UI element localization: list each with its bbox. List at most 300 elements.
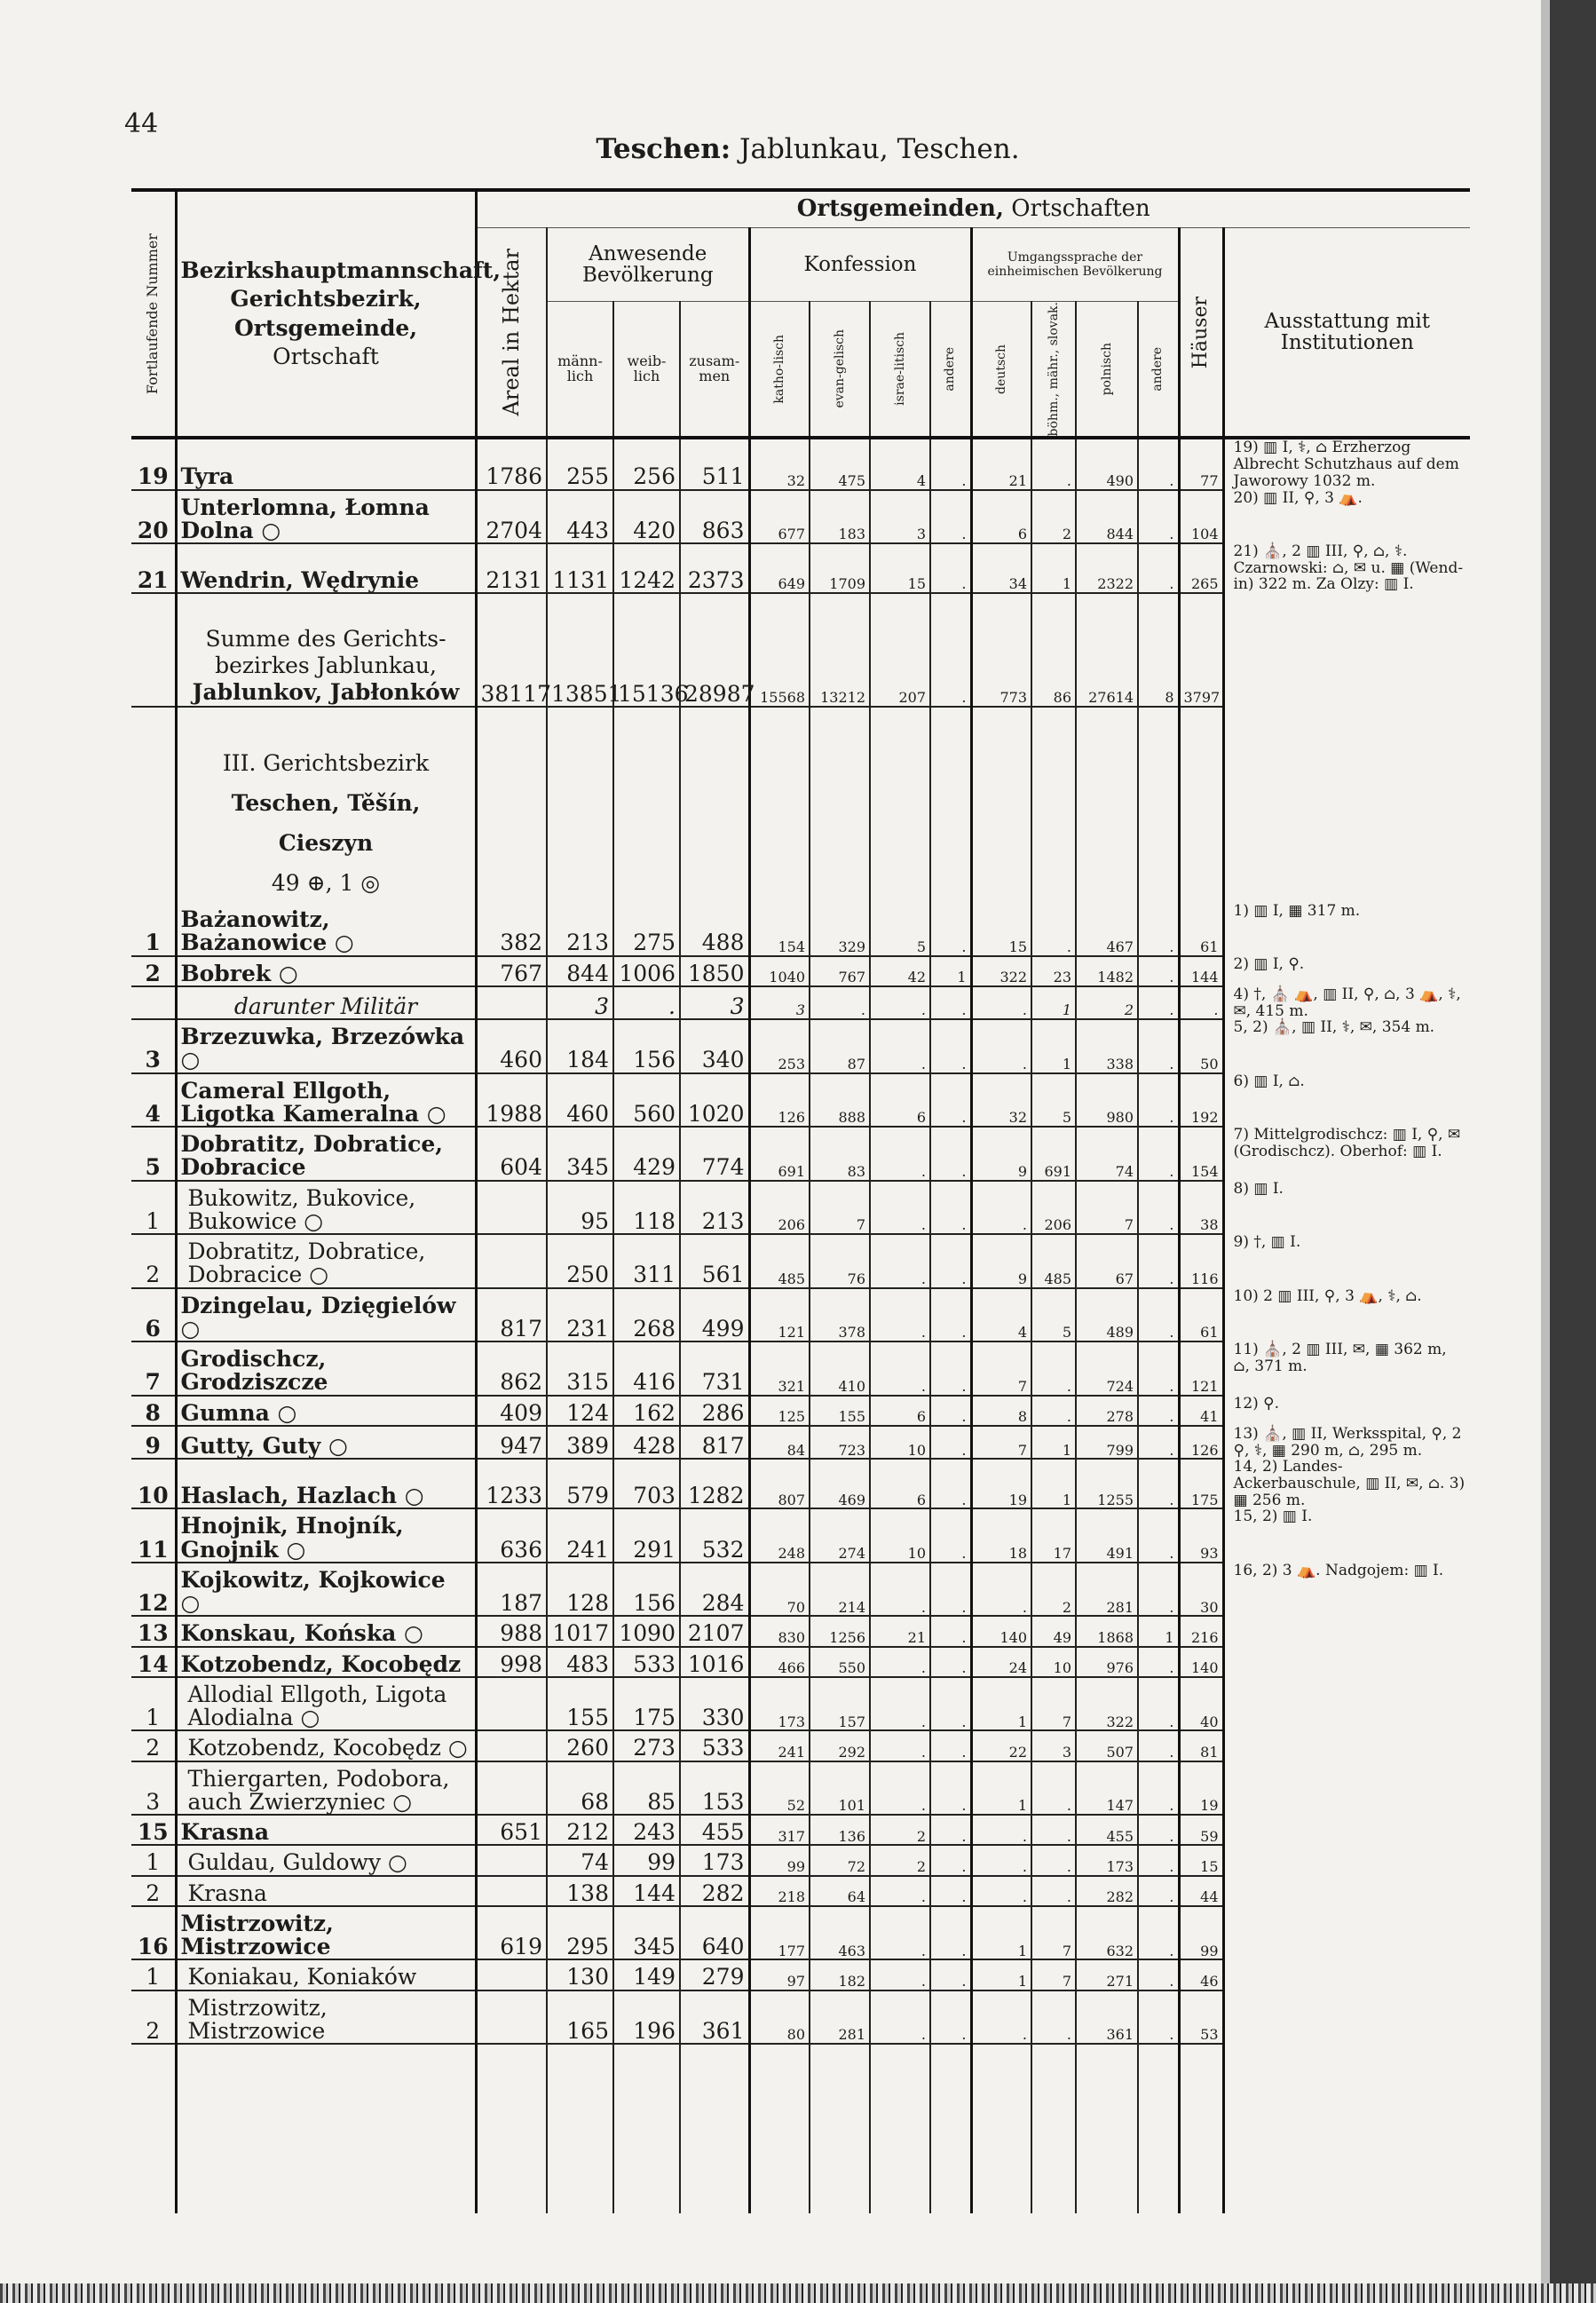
other-conf-cell: . [930, 1459, 971, 1508]
female-cell: 118 [613, 1181, 680, 1235]
israelite-cell: 6 [870, 1073, 930, 1128]
evangelic-cell: 183 [810, 490, 870, 544]
sum-houses: 3797 [1179, 593, 1223, 707]
catholic-cell: 649 [749, 543, 810, 593]
female-cell: 311 [613, 1234, 680, 1288]
total-cell: 330 [680, 1677, 749, 1731]
confession-header: Konfession [749, 228, 971, 302]
table-row [131, 1341, 1470, 1396]
table-row [131, 1677, 1470, 1731]
lfd-cell: 2 [131, 1876, 176, 1906]
israelite-cell: . [870, 1990, 930, 2045]
other-lang-cell: . [1138, 1876, 1179, 1906]
institutions-cell: 11) ⛪, 2 ▥ III, ✉, ▦ 362 m, ⌂, 371 m. [1223, 1341, 1470, 1396]
catholic-cell: 121 [749, 1288, 810, 1342]
table-body-teschen [131, 903, 1470, 2044]
catholic-cell: 830 [749, 1616, 810, 1646]
evangelic-cell: 157 [810, 1677, 870, 1731]
israelite-cell: 6 [870, 1459, 930, 1508]
male-cell: 165 [547, 1990, 613, 2045]
lfd-cell: 16 [131, 1906, 176, 1960]
area-cell [476, 1990, 547, 2045]
other-conf-cell: . [930, 1815, 971, 1845]
evangelic-cell: 378 [810, 1288, 870, 1342]
german-cell: . [971, 1876, 1031, 1906]
area-cell [476, 1234, 547, 1288]
german-cell: 22 [971, 1730, 1031, 1761]
female-cell: 533 [613, 1647, 680, 1677]
total-cell: 2373 [680, 543, 749, 593]
scan-shadow [1541, 0, 1550, 2303]
czech-cell: 5 [1031, 1288, 1076, 1342]
evangelic-cell: 723 [810, 1426, 870, 1459]
other-conf-cell: . [930, 1396, 971, 1426]
lfd-cell: 2 [131, 1730, 176, 1761]
place-name-cell: Unterlomna, Łomna Dolna ○ [176, 490, 476, 544]
catholic-cell: 97 [749, 1959, 810, 1990]
other-lang-cell: . [1138, 1426, 1179, 1459]
israelite-cell: 6 [870, 1396, 930, 1426]
houses-cell: 61 [1179, 1288, 1223, 1342]
area-cell [476, 1959, 547, 1990]
other-lang-cell: . [1138, 1906, 1179, 1960]
table-row [131, 1906, 1470, 1960]
institutions-cell: 12) ⚲. [1223, 1396, 1470, 1426]
other-conf-cell: . [930, 1616, 971, 1646]
german-cell: 24 [971, 1647, 1031, 1677]
czech-cell: . [1031, 1341, 1076, 1396]
institutions-cell [1223, 1959, 1470, 1990]
area-cell: 187 [476, 1563, 547, 1617]
area-cell: 619 [476, 1906, 547, 1960]
table-row [131, 1127, 1470, 1181]
table-row [131, 1845, 1470, 1875]
total-cell: 3 [680, 986, 749, 1019]
area-cell: 651 [476, 1815, 547, 1845]
place-name-cell: Gumna ○ [176, 1396, 476, 1426]
houses-cell: 30 [1179, 1563, 1223, 1617]
area-cell: 382 [476, 903, 547, 956]
place-name-cell: Guldau, Guldowy ○ [176, 1845, 476, 1875]
houses-cell: 44 [1179, 1876, 1223, 1906]
male-cell: 3 [547, 986, 613, 1019]
male-cell: 68 [547, 1761, 613, 1816]
total-cell: 499 [680, 1288, 749, 1342]
male-cell: 255 [547, 438, 613, 489]
german-cell: . [971, 1845, 1031, 1875]
czech-cell: 206 [1031, 1181, 1076, 1235]
institutions-cell: 21) ⛪, 2 ▥ III, ⚲, ⌂, ⚕. Czarnowski: ⌂, ✉ u. ▦ (Wend-in) 322 m. Za Olzy: ▥ I. [1223, 543, 1470, 593]
female-cell: 345 [613, 1906, 680, 1960]
houses-cell: 40 [1179, 1677, 1223, 1731]
other-lang-cell: . [1138, 956, 1179, 986]
female-cell: 1090 [613, 1616, 680, 1646]
german-cell: . [971, 1815, 1031, 1845]
running-title [533, 133, 1083, 165]
male-cell: 95 [547, 1181, 613, 1235]
scan-bottom-edge [0, 2283, 1596, 2303]
czech-cell: 7 [1031, 1677, 1076, 1731]
lfd-cell: 1 [131, 1959, 176, 1990]
male-cell: 260 [547, 1730, 613, 1761]
male-cell: 231 [547, 1288, 613, 1342]
evangelic-cell: 64 [810, 1876, 870, 1906]
other-conf-cell: . [930, 1426, 971, 1459]
israelite-cell: . [870, 1563, 930, 1617]
institutions-cell [1223, 1906, 1470, 1960]
area-cell: 1988 [476, 1073, 547, 1128]
catholic-cell: 70 [749, 1563, 810, 1617]
place-name-cell: Kojkowitz, Kojkowice ○ [176, 1563, 476, 1617]
female-cell: 243 [613, 1815, 680, 1845]
other-conf-cell: . [930, 1508, 971, 1563]
lfd-cell: 14 [131, 1647, 176, 1677]
german-cell: 19 [971, 1459, 1031, 1508]
lfd-cell: 13 [131, 1616, 176, 1646]
israelite-cell: 4 [870, 438, 930, 489]
institutions-cell: 7) Mittelgrodischcz: ▥ I, ⚲, ✉ (Grodischcz). Oberhof: ▥ I. [1223, 1127, 1470, 1181]
female-cell: 560 [613, 1073, 680, 1128]
female-cell: 416 [613, 1341, 680, 1396]
czech-cell: . [1031, 1815, 1076, 1845]
catholic-cell: 126 [749, 1073, 810, 1128]
houses-cell: 81 [1179, 1730, 1223, 1761]
catholic-header: katho-lisch [749, 302, 810, 439]
institutions-cell: 5, 2) ⛪, ▥ II, ⚕, ✉, 354 m. [1223, 1019, 1470, 1073]
female-cell: 420 [613, 490, 680, 544]
lfd-cell: 3 [131, 1019, 176, 1073]
table-row [131, 1508, 1470, 1563]
sum-czech: 86 [1031, 593, 1076, 707]
area-cell: 460 [476, 1019, 547, 1073]
houses-cell: 53 [1179, 1990, 1223, 2045]
total-cell: 731 [680, 1341, 749, 1396]
houses-cell: 61 [1179, 903, 1223, 956]
other-lang-cell: . [1138, 1019, 1179, 1073]
catholic-cell: 807 [749, 1459, 810, 1508]
german-cell: . [971, 1019, 1031, 1073]
evangelic-cell: 101 [810, 1761, 870, 1816]
other-conf-cell: . [930, 903, 971, 956]
other-lang-cell: . [1138, 1288, 1179, 1342]
german-cell: 34 [971, 543, 1031, 593]
place-name-cell: Kotzobendz, Kocobędz [176, 1647, 476, 1677]
female-cell: 149 [613, 1959, 680, 1990]
table-row [131, 1815, 1470, 1845]
czech-cell: 485 [1031, 1234, 1076, 1288]
german-cell: 18 [971, 1508, 1031, 1563]
institutions-cell: 16, 2) 3 ⛺. Nadgojem: ▥ I. [1223, 1563, 1470, 1617]
other-lang-cell: . [1138, 1396, 1179, 1426]
area-cell: 604 [476, 1127, 547, 1181]
table-row [131, 903, 1470, 956]
evangelic-cell: 1256 [810, 1616, 870, 1646]
other-conf-cell: . [930, 1073, 971, 1128]
houses-cell: 38 [1179, 1181, 1223, 1235]
other-conf-cell: . [930, 1845, 971, 1875]
polish-cell: 844 [1076, 490, 1138, 544]
lfd-cell [131, 986, 176, 1019]
houses-cell: 77 [1179, 438, 1223, 489]
total-cell: 361 [680, 1990, 749, 2045]
table-row [131, 1396, 1470, 1426]
evangelic-cell: 410 [810, 1341, 870, 1396]
catholic-cell: 32 [749, 438, 810, 489]
catholic-cell: 677 [749, 490, 810, 544]
other-conf-cell: . [930, 1181, 971, 1235]
place-name-cell: darunter Militär [176, 986, 476, 1019]
polish-cell: 489 [1076, 1288, 1138, 1342]
male-cell: 128 [547, 1563, 613, 1617]
german-cell: . [971, 986, 1031, 1019]
table-row [131, 1761, 1470, 1816]
houses-cell: 121 [1179, 1341, 1223, 1396]
male-cell: 460 [547, 1073, 613, 1128]
czech-cell: . [1031, 1761, 1076, 1816]
houses-cell: 126 [1179, 1426, 1223, 1459]
female-cell: 1242 [613, 543, 680, 593]
polish-cell: 507 [1076, 1730, 1138, 1761]
table-row [131, 1647, 1470, 1677]
table-row [131, 1730, 1470, 1761]
catholic-cell: 3 [749, 986, 810, 1019]
evangelic-cell: 550 [810, 1647, 870, 1677]
houses-cell: 41 [1179, 1396, 1223, 1426]
sum-label: Summe des Gerichts- bezirkes Jablunkau, Jablunkov, Jabłonków [176, 593, 476, 707]
other-lang-cell: . [1138, 1730, 1179, 1761]
other-conf-cell: . [930, 1906, 971, 1960]
place-name-cell: Konskau, Końska ○ [176, 1616, 476, 1646]
czech-cell: 7 [1031, 1959, 1076, 1990]
other-conf-cell: . [930, 1341, 971, 1396]
israelite-cell: . [870, 1730, 930, 1761]
total-header: zusam-men [680, 302, 749, 439]
area-cell: 1233 [476, 1459, 547, 1508]
catholic-cell: 52 [749, 1761, 810, 1816]
group-header: Ortsgemeinden, Ortschaften [476, 190, 1470, 228]
institutions-cell: 1) ▥ I, ▦ 317 m. [1223, 903, 1470, 956]
male-cell: 74 [547, 1845, 613, 1875]
german-cell: 8 [971, 1396, 1031, 1426]
israelite-cell: . [870, 1341, 930, 1396]
other-conf-cell: . [930, 490, 971, 544]
polish-cell: 799 [1076, 1426, 1138, 1459]
german-header: deutsch [971, 302, 1031, 439]
table-row [131, 1426, 1470, 1459]
total-cell: 286 [680, 1396, 749, 1426]
czech-cell: 17 [1031, 1508, 1076, 1563]
male-cell: 345 [547, 1127, 613, 1181]
male-cell: 483 [547, 1647, 613, 1677]
israelite-cell: 2 [870, 1845, 930, 1875]
polish-cell: 1255 [1076, 1459, 1138, 1508]
table-row [131, 1288, 1470, 1342]
catholic-cell: 218 [749, 1876, 810, 1906]
lfd-cell: 4 [131, 1073, 176, 1128]
other-conf-cell: . [930, 1234, 971, 1288]
place-name-cell: Gutty, Guty ○ [176, 1426, 476, 1459]
czech-cell: 5 [1031, 1073, 1076, 1128]
evangelic-cell: 1709 [810, 543, 870, 593]
sum-other-lang: 8 [1138, 593, 1179, 707]
place-name-cell: Krasna [176, 1876, 476, 1906]
other-conf-cell: . [930, 1677, 971, 1731]
other-confession-header: andere [930, 302, 971, 439]
table-row [131, 1459, 1470, 1508]
other-conf-cell: . [930, 1761, 971, 1816]
evangelic-cell: 214 [810, 1563, 870, 1617]
sum-other-conf: . [930, 593, 971, 707]
german-cell: 322 [971, 956, 1031, 986]
israelite-cell: . [870, 1127, 930, 1181]
sum-evangelic: 13212 [810, 593, 870, 707]
israelite-cell: 5 [870, 903, 930, 956]
polish-cell: 976 [1076, 1647, 1138, 1677]
catholic-cell: 691 [749, 1127, 810, 1181]
german-cell: . [971, 1181, 1031, 1235]
total-cell: 284 [680, 1563, 749, 1617]
polish-cell: 361 [1076, 1990, 1138, 2045]
israelite-cell: 42 [870, 956, 930, 986]
houses-cell: . [1179, 986, 1223, 1019]
total-cell: 533 [680, 1730, 749, 1761]
lfd-cell: 7 [131, 1341, 176, 1396]
female-header: weib-lich [613, 302, 680, 439]
german-cell: . [971, 1563, 1031, 1617]
male-cell: 844 [547, 956, 613, 986]
area-cell [476, 1876, 547, 1906]
table-row [131, 1959, 1470, 1990]
czech-cell: 3 [1031, 1730, 1076, 1761]
female-cell: 156 [613, 1563, 680, 1617]
other-lang-cell: . [1138, 1341, 1179, 1396]
czech-cell: 1 [1031, 1459, 1076, 1508]
language-header: Umgangssprache der einheimischen Bevölkerung [971, 228, 1179, 302]
other-conf-cell: . [930, 1959, 971, 1990]
catholic-cell: 80 [749, 1990, 810, 2045]
czech-cell: 2 [1031, 1563, 1076, 1617]
total-cell: 282 [680, 1876, 749, 1906]
evangelic-cell: 767 [810, 956, 870, 986]
table-row [131, 490, 1470, 544]
institutions-cell [1223, 1677, 1470, 1731]
evangelic-cell: 463 [810, 1906, 870, 1960]
institutions-cell: 6) ▥ I, ⌂. [1223, 1073, 1470, 1128]
table-row [131, 1234, 1470, 1288]
district-heading: III. Gerichtsbezirk Teschen, Těšín, Cieszyn 49 ⊕, 1 ◎ [176, 707, 476, 903]
area-cell: 636 [476, 1508, 547, 1563]
other-lang-cell: . [1138, 1959, 1179, 1990]
other-lang-cell: . [1138, 1761, 1179, 1816]
institutions-cell: 9) †, ▥ I. [1223, 1234, 1470, 1288]
czech-cell: 1 [1031, 543, 1076, 593]
lfd-cell: 20 [131, 490, 176, 544]
other-conf-cell: 1 [930, 956, 971, 986]
israelite-cell: . [870, 1906, 930, 1960]
evangelic-cell: 76 [810, 1234, 870, 1288]
sum-polish: 27614 [1076, 593, 1138, 707]
other-conf-cell: . [930, 1019, 971, 1073]
table-row [131, 1876, 1470, 1906]
table-row [131, 1073, 1470, 1128]
other-conf-cell: . [930, 986, 971, 1019]
polish-cell: 2322 [1076, 543, 1138, 593]
polish-cell: 724 [1076, 1341, 1138, 1396]
houses-cell: 154 [1179, 1127, 1223, 1181]
catholic-cell: 154 [749, 903, 810, 956]
place-name-cell: Hnojnik, Hnojník, Gnojnik ○ [176, 1508, 476, 1563]
polish-cell: 7 [1076, 1181, 1138, 1235]
area-cell: 1786 [476, 438, 547, 489]
area-cell [476, 1761, 547, 1816]
place-name-cell: Tyra [176, 438, 476, 489]
other-lang-cell: . [1138, 1508, 1179, 1563]
area-cell [476, 1730, 547, 1761]
other-conf-cell: . [930, 438, 971, 489]
lfd-cell: 1 [131, 1677, 176, 1731]
houses-cell: 93 [1179, 1508, 1223, 1563]
czech-cell: . [1031, 1845, 1076, 1875]
place-name-cell: Cameral Ellgoth, Ligotka Kameralna ○ [176, 1073, 476, 1128]
german-cell: 21 [971, 438, 1031, 489]
polish-cell: 322 [1076, 1677, 1138, 1731]
polish-cell: 1482 [1076, 956, 1138, 986]
czech-cell: 691 [1031, 1127, 1076, 1181]
area-cell: 2704 [476, 490, 547, 544]
institutions-cell: 13) ⛪, ▥ II, Werksspital, ⚲, 2 ⚲, ⚕, ▦ 290 m, ⌂, 295 m. [1223, 1426, 1470, 1459]
other-lang-cell: . [1138, 1647, 1179, 1677]
czech-cell: 10 [1031, 1647, 1076, 1677]
houses-cell: 19 [1179, 1761, 1223, 1816]
israelite-cell: . [870, 1959, 930, 1990]
population-header: Anwesende Bevölkerung [547, 228, 749, 302]
total-cell: 561 [680, 1234, 749, 1288]
place-name-cell: Allodial Ellgoth, Ligota Alodialna ○ [176, 1677, 476, 1731]
other-lang-cell: . [1138, 490, 1179, 544]
evangelic-cell: 182 [810, 1959, 870, 1990]
houses-cell: 140 [1179, 1647, 1223, 1677]
lfd-cell: 8 [131, 1396, 176, 1426]
total-cell: 511 [680, 438, 749, 489]
israelite-cell: . [870, 1019, 930, 1073]
place-name-cell: Kotzobendz, Kocobędz ○ [176, 1730, 476, 1761]
female-cell: 291 [613, 1508, 680, 1563]
area-cell: 947 [476, 1426, 547, 1459]
evangelic-cell: 475 [810, 438, 870, 489]
total-cell: 455 [680, 1815, 749, 1845]
other-lang-cell: . [1138, 1073, 1179, 1128]
total-cell: 817 [680, 1426, 749, 1459]
male-cell: 1017 [547, 1616, 613, 1646]
czech-cell: 1 [1031, 1426, 1076, 1459]
lfd-cell: 2 [131, 956, 176, 986]
female-cell: 156 [613, 1019, 680, 1073]
lfd-cell: 19 [131, 438, 176, 489]
total-cell: 1850 [680, 956, 749, 986]
lfd-cell: 6 [131, 1288, 176, 1342]
total-cell: 1016 [680, 1647, 749, 1677]
table-filler [131, 2044, 1470, 2213]
other-conf-cell: . [930, 1647, 971, 1677]
female-cell: 268 [613, 1288, 680, 1342]
israelite-cell: . [870, 1761, 930, 1816]
table-row [131, 956, 1470, 986]
total-cell: 488 [680, 903, 749, 956]
total-cell: 153 [680, 1761, 749, 1816]
female-cell: 256 [613, 438, 680, 489]
houses-cell: 216 [1179, 1616, 1223, 1646]
institutions-cell: 8) ▥ I. [1223, 1181, 1470, 1235]
